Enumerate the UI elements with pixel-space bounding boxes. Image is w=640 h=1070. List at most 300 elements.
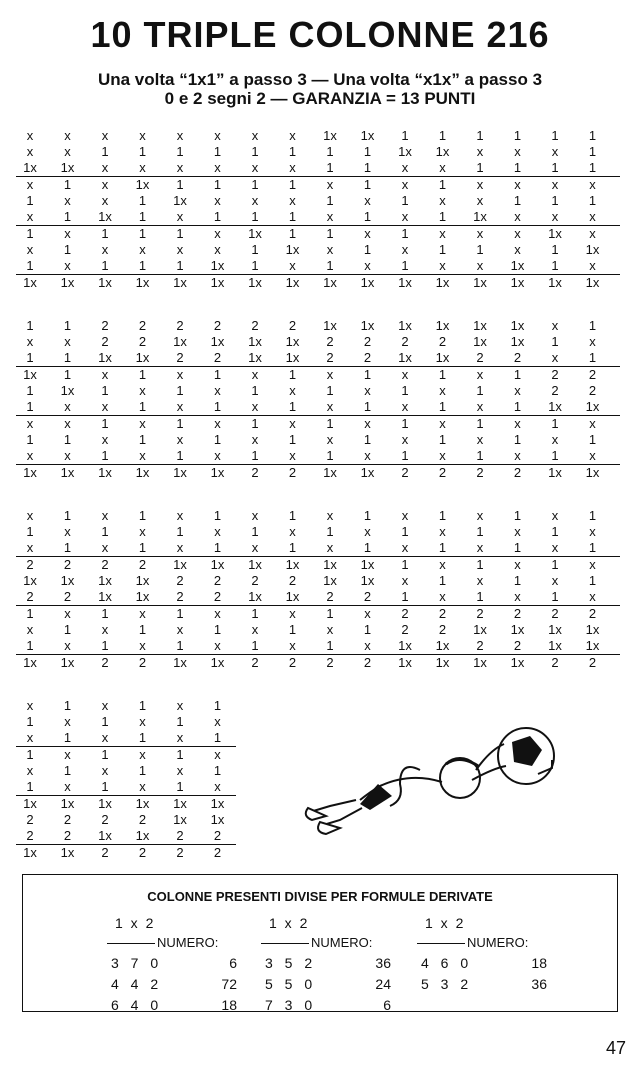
grid-cell: 1	[251, 258, 259, 273]
grid-cell: x	[401, 367, 409, 382]
grid-cell: 1x	[135, 796, 150, 811]
grid-cell: 1x	[510, 318, 525, 333]
grid-row	[16, 698, 236, 714]
grid-cell: 1	[588, 160, 597, 175]
grid-cell: x	[26, 416, 34, 431]
grid-cell: x	[176, 698, 184, 713]
grid-row	[16, 350, 620, 366]
grid-cell: x	[289, 193, 296, 208]
grid-row	[16, 177, 620, 193]
grid-cell: 2	[288, 573, 297, 588]
grid-cell: 2	[476, 606, 484, 621]
grid-cell: 1	[288, 144, 297, 159]
grid-cell: 1	[588, 508, 597, 523]
formula-count: 18	[531, 955, 547, 971]
grid-cell: x	[401, 160, 409, 175]
grid-cell: x	[64, 638, 71, 653]
grid-cell: 2	[401, 606, 409, 621]
formula-digits: 5 5 0	[265, 976, 317, 992]
grid-cell: 2	[401, 622, 409, 637]
grid-cell: 2	[63, 589, 72, 604]
grid-cell: 1x	[210, 557, 225, 572]
grid-cell: 1x	[285, 242, 300, 257]
grid-cell: 1	[513, 193, 522, 208]
grid-cell: x	[214, 242, 221, 257]
grid-cell: 1	[288, 226, 297, 241]
page-title: 10 TRIPLE COLONNE 216	[90, 14, 550, 55]
grid-cell: 1x	[210, 465, 225, 480]
grid-cell: 1x	[248, 334, 262, 349]
grid-cell: 1	[363, 622, 372, 637]
grid-cell: x	[214, 226, 221, 241]
grid-cell: x	[176, 432, 184, 447]
grid-cell: 1	[251, 242, 259, 257]
grid-cell: x	[551, 540, 559, 555]
formula-count: 6	[383, 997, 391, 1013]
grid-cell: 1	[213, 730, 222, 745]
grid-cell: 1	[326, 193, 334, 208]
grid-cell: 1	[138, 144, 147, 159]
grid-cell: x	[439, 383, 446, 398]
grid-cell: x	[214, 524, 221, 539]
grid-cell: x	[139, 448, 146, 463]
grid-cell: 1	[551, 448, 559, 463]
grid-cell: 1x	[360, 318, 375, 333]
grid-cell: 1	[213, 540, 222, 555]
grid-cell: 1	[63, 242, 72, 257]
grid-cell: 1	[326, 448, 334, 463]
grid-cell: 1	[138, 540, 147, 555]
grid-cell: x	[289, 524, 296, 539]
grid-cell: 1x	[173, 193, 187, 208]
grid-row	[16, 557, 620, 573]
grid-cell: x	[101, 432, 109, 447]
grid-cell: x	[514, 242, 521, 257]
grid-cell: 2	[26, 828, 34, 843]
divider-line	[107, 943, 155, 944]
grid-cell: 1	[101, 448, 109, 463]
grid-row	[16, 796, 236, 812]
grid-cell: 1	[176, 226, 184, 241]
grid-cell: x	[551, 508, 559, 523]
grid-cell: 1	[401, 193, 409, 208]
grid-cell: x	[589, 334, 596, 349]
grid-cell: x	[289, 258, 296, 273]
grid-cell: x	[364, 258, 371, 273]
grid-cell: x	[176, 367, 184, 382]
grid-cell: x	[64, 779, 71, 794]
grid-cell: 1	[63, 318, 72, 333]
grid-cell: 2	[513, 606, 522, 621]
grid-cell: 1	[476, 128, 484, 143]
formula-digits: 4 4 2	[111, 976, 163, 992]
grid-cell: x	[401, 508, 409, 523]
grid-cell: 2	[251, 573, 259, 588]
grid-cell: x	[364, 448, 371, 463]
grid-cell: 2	[363, 589, 372, 604]
grid-cell: 1x	[323, 465, 337, 480]
grid-cell: x	[401, 573, 409, 588]
grid-cell: x	[176, 763, 184, 778]
grid-cell: x	[364, 638, 371, 653]
derived-formulas-box	[22, 874, 618, 1012]
grid-cell: 1	[476, 448, 484, 463]
grid-cell: 1x	[548, 399, 562, 414]
grid-cell: 1x	[173, 557, 187, 572]
grid-cell: x	[589, 226, 596, 241]
divider-line	[261, 943, 309, 944]
grid-row	[16, 508, 620, 524]
grid-cell: x	[101, 508, 109, 523]
grid-cell: 2	[176, 350, 184, 365]
grid-row	[16, 416, 620, 432]
grid-cell: x	[589, 448, 596, 463]
grid-cell: 1	[63, 432, 72, 447]
grid-cell: 2	[513, 350, 522, 365]
grid-cell: x	[176, 622, 184, 637]
grid-row	[16, 144, 620, 160]
grid-cell: x	[251, 160, 259, 175]
columns-grid-2	[16, 318, 620, 481]
grid-cell: 1	[401, 226, 409, 241]
grid-cell: x	[214, 383, 221, 398]
grid-cell: 1x	[435, 655, 450, 670]
grid-cell: x	[364, 416, 371, 431]
grid-cell: 1	[288, 432, 297, 447]
formula-count: 24	[375, 976, 391, 992]
grid-cell: 1	[438, 367, 447, 382]
grid-row	[16, 128, 620, 144]
grid-cell: x	[439, 557, 446, 572]
grid-cell: x	[101, 193, 109, 208]
columns-grid-4	[16, 698, 236, 861]
grid-cell: 1	[513, 367, 522, 382]
grid-cell: 1	[326, 606, 334, 621]
grid-cell: 2	[288, 655, 297, 670]
grid-cell: 1	[138, 193, 147, 208]
grid-cell: 1x	[23, 796, 37, 811]
grid-cell: 1x	[548, 465, 562, 480]
grid-cell: 1x	[473, 622, 487, 637]
grid-cell: 1	[476, 589, 484, 604]
grid-cell: 2	[326, 589, 334, 604]
grid-cell: 2	[588, 383, 597, 398]
grid-cell: 1x	[398, 638, 412, 653]
grid-cell: 1	[26, 258, 34, 273]
grid-cell: 1	[138, 508, 147, 523]
grid-cell: 1	[26, 606, 34, 621]
formula-count: 36	[531, 976, 547, 992]
grid-cell: x	[514, 416, 521, 431]
grid-cell: x	[176, 508, 184, 523]
grid-cell: 1	[438, 128, 447, 143]
grid-cell: 1x	[548, 226, 562, 241]
grid-cell: 2	[101, 655, 109, 670]
grid-cell: 1x	[360, 128, 375, 143]
grid-cell: x	[476, 573, 484, 588]
grid-cell: 1	[176, 448, 184, 463]
grid-cell: 1	[138, 432, 147, 447]
grid-cell: 1x	[285, 589, 300, 604]
grid-cell: 1x	[398, 655, 412, 670]
grid-cell: 1	[251, 209, 259, 224]
grid-cell: 1x	[23, 465, 37, 480]
grid-cell: 1	[476, 160, 484, 175]
grid-cell: x	[326, 508, 334, 523]
grid-cell: 1	[326, 144, 334, 159]
formula-row	[261, 955, 421, 976]
grid-cell: 1	[176, 524, 184, 539]
subtitle-line-1: Una volta “1x1” a passo 3 — Una volta “x1x” a passo 3	[97, 70, 543, 89]
grid-cell: 1x	[473, 318, 487, 333]
grid-cell: x	[64, 747, 71, 762]
grid-row	[16, 432, 620, 448]
grid-cell: 1	[138, 622, 147, 637]
grid-cell: 1	[326, 524, 334, 539]
grid-cell: 1	[513, 399, 522, 414]
grid-cell: 1	[513, 160, 522, 175]
formula-digits: 3 5 2	[265, 955, 317, 971]
grid-row	[16, 714, 236, 730]
grid-cell: 2	[63, 557, 72, 572]
grid-cell: 1	[63, 367, 72, 382]
grid-cell: 1	[288, 177, 297, 192]
grid-cell: 1	[551, 160, 559, 175]
grid-cell: 1	[363, 432, 372, 447]
grid-cell: 1x	[60, 655, 75, 670]
grid-cell: x	[589, 589, 596, 604]
grid-cell: x	[139, 606, 146, 621]
grid-cell: 1x	[210, 258, 225, 273]
grid-cell: 1	[63, 698, 72, 713]
grid-cell: 1x	[473, 209, 487, 224]
grid-cell: x	[26, 209, 34, 224]
grid-cell: 1	[401, 448, 409, 463]
grid-cell: x	[514, 524, 521, 539]
grid-cell: 1x	[585, 638, 600, 653]
page-number: 47	[605, 1038, 626, 1058]
grid-cell: 2	[138, 318, 147, 333]
formula-count: 6	[229, 955, 237, 971]
grid-cell: 1	[176, 416, 184, 431]
grid-cell: 2	[138, 845, 147, 860]
grid-cell: x	[26, 622, 34, 637]
grid-cell: 1x	[173, 275, 187, 290]
grid-cell: 1	[588, 350, 597, 365]
grid-cell: 2	[176, 573, 184, 588]
grid-cell: 1x	[135, 589, 150, 604]
grid-cell: 1x	[510, 258, 525, 273]
columns-grid-3	[16, 508, 620, 671]
grid-cell: x	[251, 399, 259, 414]
grid-cell: 2	[438, 465, 447, 480]
grid-cell: 2	[438, 606, 447, 621]
grid-row	[16, 275, 620, 291]
grid-cell: 2	[326, 334, 334, 349]
grid-cell: 1	[363, 508, 372, 523]
grid-cell: x	[64, 226, 71, 241]
grid-cell: 1	[326, 638, 334, 653]
grid-cell: x	[476, 432, 484, 447]
grid-cell: 1x	[360, 275, 375, 290]
grid-cell: x	[401, 540, 409, 555]
grid-cell: x	[101, 730, 109, 745]
grid-cell: 1x	[323, 275, 337, 290]
grid-cell: 1	[26, 638, 34, 653]
grid-cell: 1	[63, 763, 72, 778]
grid-cell: 1x	[510, 622, 525, 637]
grid-cell: 1	[288, 508, 297, 523]
grid-cell: x	[364, 383, 371, 398]
grid-cell: x	[589, 258, 596, 273]
formula-row	[107, 976, 267, 997]
grid-cell: x	[439, 226, 446, 241]
grid-cell: 2	[401, 465, 409, 480]
grid-row	[16, 160, 620, 176]
grid-cell: x	[101, 540, 109, 555]
grid-cell: 1x	[585, 399, 600, 414]
grid-cell: 1	[176, 779, 184, 794]
grid-cell: 1	[176, 606, 184, 621]
grid-cell: 2	[476, 465, 484, 480]
numero-label: NUMERO:	[467, 935, 529, 950]
grid-cell: x	[26, 508, 34, 523]
grid-cell: x	[214, 128, 221, 143]
grid-cell: 1	[438, 209, 447, 224]
grid-row	[16, 448, 620, 464]
grid-cell: 2	[213, 350, 222, 365]
grid-cell: x	[214, 606, 221, 621]
grid-cell: 1	[438, 508, 447, 523]
grid-cell: 2	[363, 350, 372, 365]
grid-cell: 1	[588, 540, 597, 555]
grid-cell: 1x	[548, 638, 562, 653]
grid-cell: x	[64, 606, 71, 621]
grid-cell: 1x	[248, 226, 262, 241]
grid-cell: 1	[326, 258, 334, 273]
grid-cell: x	[326, 432, 334, 447]
grid-cell: 1x	[473, 655, 487, 670]
grid-cell: 1	[363, 399, 372, 414]
grid-cell: 1x	[60, 845, 75, 860]
grid-cell: x	[401, 399, 409, 414]
grid-cell: x	[401, 209, 409, 224]
grid-cell: 1x	[435, 350, 450, 365]
formula-count: 18	[221, 997, 237, 1013]
grid-cell: x	[514, 448, 521, 463]
grid-cell: 1	[551, 589, 559, 604]
grid-cell: x	[214, 779, 221, 794]
grid-cell: x	[26, 730, 34, 745]
grid-cell: x	[26, 698, 34, 713]
grid-cell: 1	[401, 128, 409, 143]
grid-cell: 1x	[510, 334, 525, 349]
grid-cell: 1	[176, 383, 184, 398]
grid-cell: 1	[513, 540, 522, 555]
grid-row	[16, 589, 620, 605]
grid-cell: 2	[438, 622, 447, 637]
grid-cell: 1	[326, 383, 334, 398]
grid-cell: x	[176, 540, 184, 555]
grid-cell: 1x	[548, 622, 562, 637]
grid-row	[16, 318, 620, 334]
grid-cell: x	[326, 622, 334, 637]
grid-cell: x	[251, 622, 259, 637]
grid-cell: 2	[401, 334, 409, 349]
grid-cell: 1	[138, 367, 147, 382]
grid-cell: 1x	[135, 350, 150, 365]
grid-cell: 1x	[548, 275, 562, 290]
grid-cell: 1x	[135, 573, 150, 588]
grid-cell: x	[26, 763, 34, 778]
grid-cell: 1x	[23, 275, 37, 290]
grid-cell: 1	[438, 573, 447, 588]
grid-cell: 1	[476, 416, 484, 431]
grid-cell: x	[514, 383, 521, 398]
grid-cell: 1	[438, 399, 447, 414]
grid-cell: x	[439, 589, 446, 604]
grid-cell: 1	[551, 258, 559, 273]
grid-row	[16, 655, 620, 671]
grid-cell: x	[139, 160, 146, 175]
grid-cell: 1	[176, 747, 184, 762]
grid-cell: 1x	[285, 557, 300, 572]
grid-cell: x	[139, 383, 146, 398]
goalkeeper-illustration	[300, 720, 570, 840]
grid-cell: 1	[63, 508, 72, 523]
grid-cell: 1x	[23, 845, 37, 860]
grid-cell: 2	[513, 465, 522, 480]
grid-cell: 1	[401, 258, 409, 273]
grid-cell: 1x	[248, 275, 262, 290]
grid-cell: 1	[213, 622, 222, 637]
grid-cell: 1x	[510, 275, 525, 290]
grid-cell: x	[551, 209, 559, 224]
grid-cell: 2	[288, 318, 297, 333]
grid-cell: 1	[588, 193, 597, 208]
formula-header: 1 x 2	[115, 915, 156, 931]
grid-cell: x	[214, 160, 221, 175]
box-title: COLONNE PRESENTI DIVISE PER FORMULE DERIVATE	[147, 889, 493, 904]
grid-cell: 2	[63, 812, 72, 827]
grid-cell: 1	[138, 209, 147, 224]
grid-cell: 1	[63, 350, 72, 365]
grid-cell: x	[514, 177, 521, 192]
grid-cell: 1	[438, 177, 447, 192]
grid-cell: 1	[551, 334, 559, 349]
grid-cell: 1x	[210, 796, 225, 811]
grid-cell: 2	[101, 812, 109, 827]
grid-cell: x	[551, 177, 559, 192]
grid-cell: x	[64, 144, 71, 159]
grid-cell: x	[101, 367, 109, 382]
formula-row	[107, 955, 267, 976]
grid-cell: 1	[288, 209, 297, 224]
grid-cell: 1x	[285, 334, 300, 349]
grid-cell: x	[26, 334, 34, 349]
grid-cell: 1	[26, 193, 34, 208]
grid-cell: 1x	[23, 573, 37, 588]
numero-label: NUMERO:	[311, 935, 373, 950]
grid-cell: x	[476, 144, 484, 159]
grid-cell: x	[101, 128, 109, 143]
grid-cell: x	[176, 160, 184, 175]
grid-cell: 2	[551, 383, 559, 398]
grid-cell: x	[476, 193, 484, 208]
grid-row	[16, 845, 236, 861]
grid-cell: 1	[63, 622, 72, 637]
grid-cell: x	[251, 432, 259, 447]
